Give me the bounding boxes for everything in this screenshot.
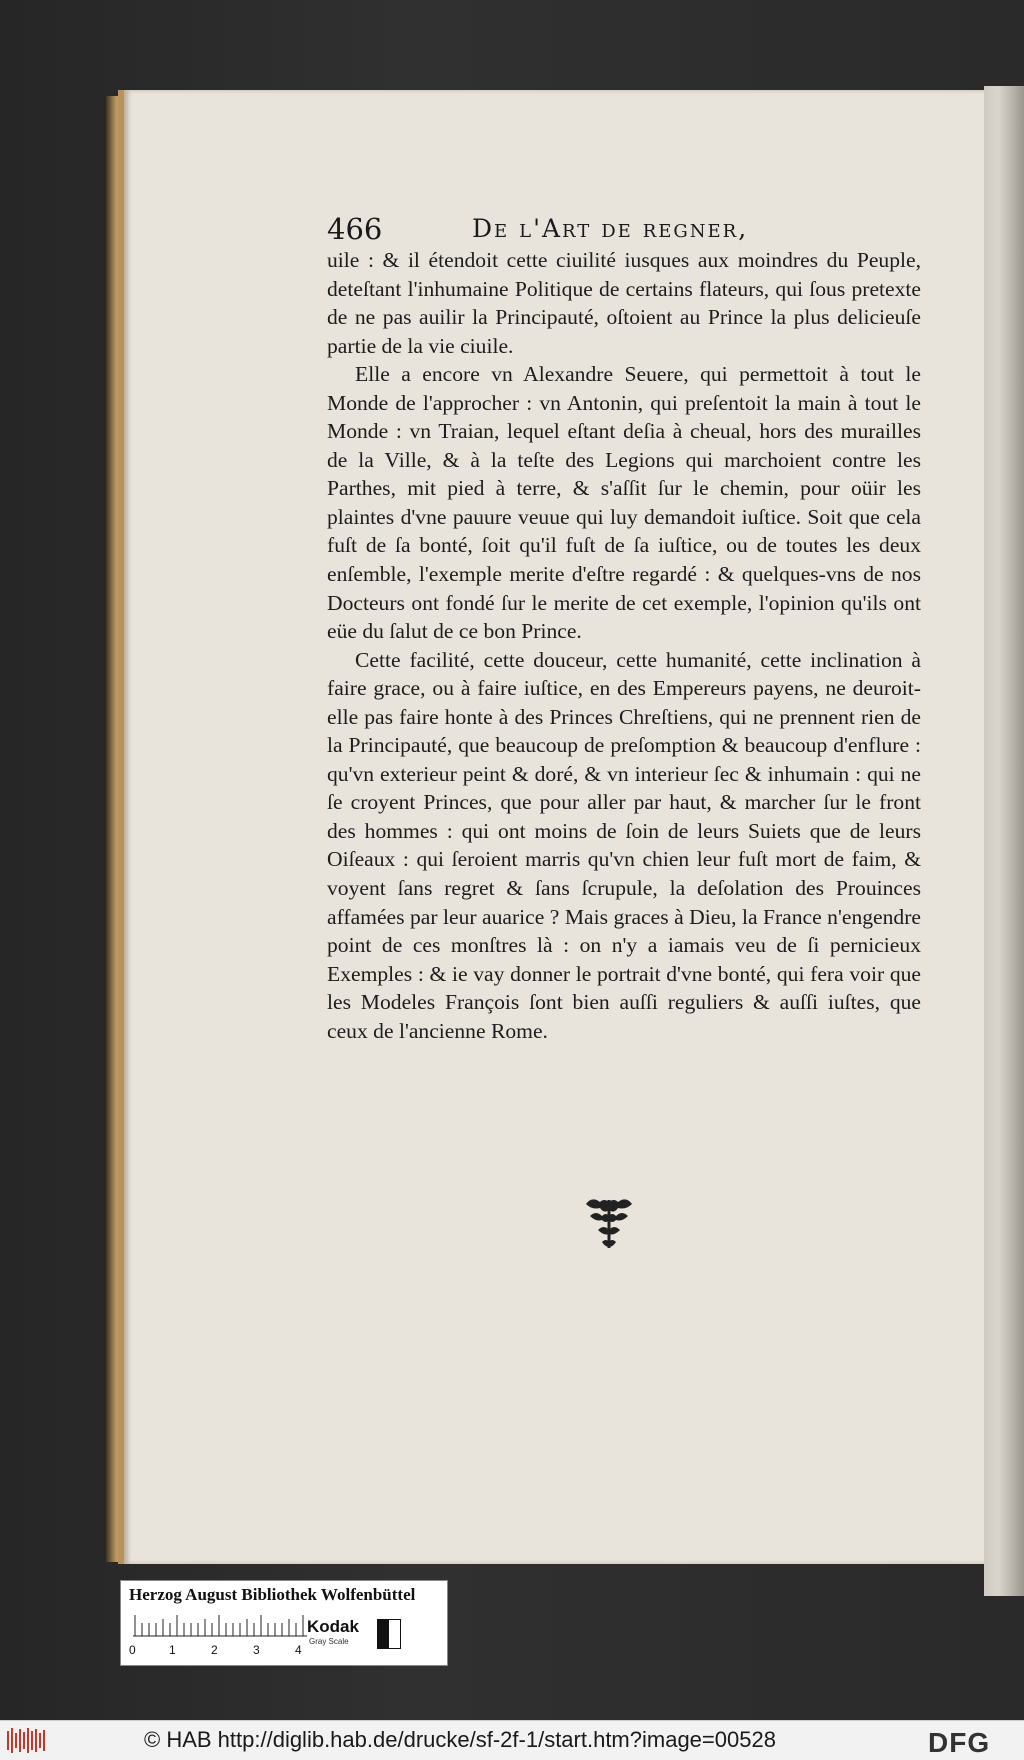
ruler-number: 0 <box>129 1643 136 1657</box>
color-calibration-card <box>120 1580 448 1666</box>
paragraph-1: uile : & il étendoit cette ciuilité iusques aux moindres du Peuple, deteſtant l'inhumaine Politique de certains flateurs, qui ſous pretexte de ne pas auilir la Principauté, oſtoient au Prince la plus delicieuſe partie de la vie ciuile. <box>327 248 921 358</box>
paragraph-2: Elle a encore vn Alexandre Seuere, qui permettoit à tout le Monde de l'approcher : vn Antonin, qui preſentoit la main à tout le Monde : vn Traian, lequel eſtant deſia à cheual, hors des murailles de la Ville, & à la teſte des Legions qui marchoient contre les Parthes, mit pied à terre, & s'aſſit ſur le chemin, pour oüir les plaintes d'vne pauure veuue qui luy demandoit iuſtice. Soit que cela fuſt de ſa bonté, ſoit qu'il fuſt de ſa iuſtice, ou de toutes les deux enſemble, l'exemple merite d'eſtre regardé : & quelques-vns de nos Docteurs ont fondé ſur le merite de cet exemple, l'opinion qu'ils ont eüe du ſalut de ce bon Prince. <box>327 362 921 644</box>
hab-barcode-logo-icon <box>6 1727 46 1754</box>
kodak-brand: Kodak <box>307 1617 359 1636</box>
printers-ornament-icon <box>582 1196 636 1252</box>
page-number: 466 <box>327 212 383 246</box>
ruler-number: 1 <box>169 1643 176 1657</box>
scale-ruler-icon <box>133 1615 307 1637</box>
library-name: Herzog August Bibliothek Wolfenbüttel <box>129 1585 416 1604</box>
dfg-logo: DFG <box>928 1727 991 1758</box>
gray-patch-icon <box>377 1619 401 1649</box>
ruler-number: 2 <box>211 1643 218 1657</box>
ruler-number: 4 <box>295 1643 302 1657</box>
facing-page-edge <box>984 86 1024 1596</box>
ruler-number: 3 <box>253 1643 260 1657</box>
paragraph-3: Cette facilité, cette douceur, cette humanité, cette inclination à faire grace, ou à faire iuſtice, en des Empereurs payens, ne deuroit-elle pas faire honte à des Princes Chreſtiens, qui ne prennent rien de la Principauté, que beaucoup de preſomption & beaucoup d'enflure : qu'vn exterieur peint & doré, & vn interieur ſec & inhumain : qui ne ſe croyent Princes, que pour aller par haut, & marcher ſur le front des hommes : qui ont moins de ſoin de leurs Suiets que de leurs Oiſeaux : qui ſeroient marris qu'vn chien leur fuſt mort de faim, & voyent ſans regret & ſans ſcrupule, la deſolation des Prouinces affamées par leur auarice ? Mais graces à Dieu, la France n'engendre point de ces monſtres là : on n'y a iamais veu de ſi pernicieux Exemples : & ie vay donner le portrait d'vne bonté, qui fera voir que les Modeles François ſont bien auſſi reguliers & auſſi iuſtes, que ceux de l'ancienne Rome. <box>327 647 921 1043</box>
footer-credit-link[interactable]: © HAB http://diglib.hab.de/drucke/sf-2f-1/start.htm?image=00528 <box>144 1727 776 1752</box>
kodak-gray-scale-label: Gray Scale <box>309 1637 349 1646</box>
body-text <box>327 246 921 1045</box>
running-title: De l'Art de regner, <box>472 214 749 243</box>
footer-bar <box>0 1720 1024 1760</box>
